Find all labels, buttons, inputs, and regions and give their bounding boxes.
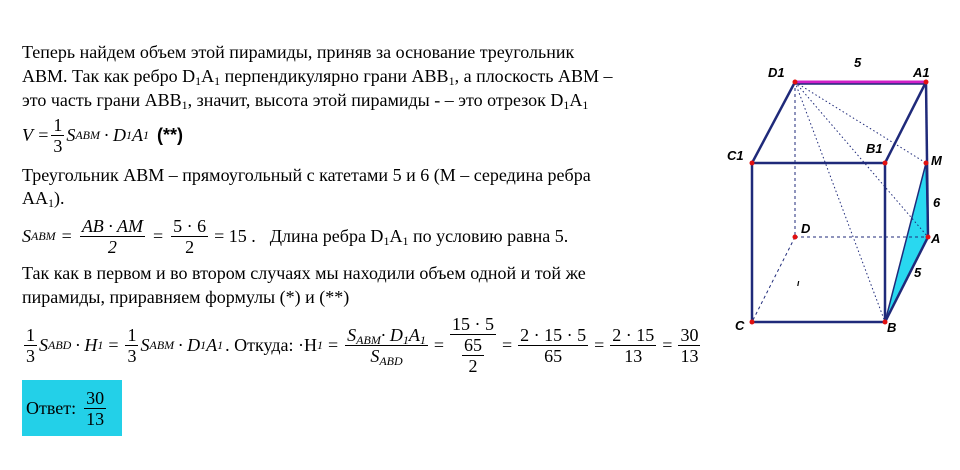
fraction-2x15x5: $\frac{2 \cdot 15 \cdot 5}{65}$ [520, 324, 587, 366]
fraction-ratio: $\frac{S_{ABM}\cdot D_1A_1}{S_{ABD}}$ [347, 324, 426, 368]
para3-line2: пирамиды, приравняем формулы (*) и (**) [22, 287, 350, 307]
label-m: M [931, 153, 942, 168]
answer-label: Ответ: [26, 398, 77, 418]
edge-label-ab: 5 [914, 265, 922, 280]
label-c1: C1 [727, 148, 744, 163]
para1-line3: это часть грани $АВВ_1$, значит, высота этой пирамиды - – это отрезок $D_1A_1$ [22, 90, 589, 112]
para3-line1: Так как в первом и во втором случаях мы находили объем одной и той же [22, 263, 586, 283]
label-b: B [887, 320, 897, 335]
label-a: A [931, 231, 941, 246]
point-b1 [883, 161, 888, 166]
para2-line2: $АА_1$). [22, 188, 65, 210]
point-d [793, 235, 798, 240]
fraction-ab-am: $\frac{AB \cdot AM}{2}$ [81, 215, 143, 257]
fraction-15x5: $\frac{15 \cdot 5}{\frac{65}{2}}$ [451, 314, 494, 376]
line-d1-a [795, 82, 928, 237]
label-b1: B1 [866, 141, 883, 156]
point-d1 [793, 80, 798, 85]
edge-label-ma: 6 [933, 195, 941, 210]
point-c1 [750, 161, 755, 166]
label-d: D [801, 221, 811, 236]
answer-fraction: $\frac{30}{13}$ [86, 387, 105, 429]
point-m [924, 161, 929, 166]
para1-line1: Теперь найдем объем этой пирамиды, приняв за основание треугольник [22, 42, 575, 62]
label-d1: D1 [768, 65, 785, 80]
volume-formula: V = $\frac{1}{3}$ S ABM · D 1 A 1 (**) [22, 114, 183, 156]
fraction-one-third-b: $\frac{1}{3}$ [127, 324, 137, 366]
point-a [926, 235, 931, 240]
fraction-one-third: $\frac{1}{3}$ [53, 114, 63, 156]
triangle-abm-fill [885, 163, 928, 322]
edge-label-d1a1: 5 [854, 55, 862, 70]
fraction-2x15: $\frac{2 \cdot 15}{13}$ [612, 324, 655, 366]
label-c: C [735, 318, 745, 333]
tick-mark: ı [797, 278, 800, 288]
area-formula: S ABM = $\frac{AB \cdot AM}{2}$ = $\frac{5 \cdot 6}{2}$ = 15 . Длина ребра $D_1A_1$ по условию равна 5. [22, 215, 569, 257]
point-a1 [924, 80, 929, 85]
edge-a1-b1 [885, 82, 926, 163]
point-c [750, 320, 755, 325]
fraction-5x6: $\frac{5 \cdot 6}{2}$ [173, 215, 207, 257]
fraction-one-third-a: $\frac{1}{3}$ [26, 324, 35, 366]
para1-line2: АВМ. Так как ребро $D_1A_1$ перпендикулярно грани $АВВ_1$, а плоскость АВМ – [22, 66, 613, 88]
para2-line1: Треугольник АВМ – прямоугольный с катетами 5 и 6 (М – середина ребра [22, 165, 591, 185]
line-d1-b [795, 82, 885, 322]
label-a1: A1 [913, 65, 930, 80]
fraction-30-13: $\frac{30}{13}$ [680, 324, 699, 366]
height-formula: $\frac{1}{3}$ S ABD · H 1 = $\frac{1}{3}$ S ABM · D 1 A 1 . Откуда: ·H 1 = $\frac{S_{ABM}\cdot D_1A_1}{S_{ABD}}$ = $\frac{15 \cdot 5}{\frac{65}{2}}$ = $\frac{2 \cdot 15 \cdot 5}{65}$ = $\frac{2 \cdot 15}{13}$ = $\frac{30}{13}$ [26, 314, 699, 376]
edge-d1-c1 [752, 82, 795, 163]
edge-d-c [752, 237, 795, 322]
